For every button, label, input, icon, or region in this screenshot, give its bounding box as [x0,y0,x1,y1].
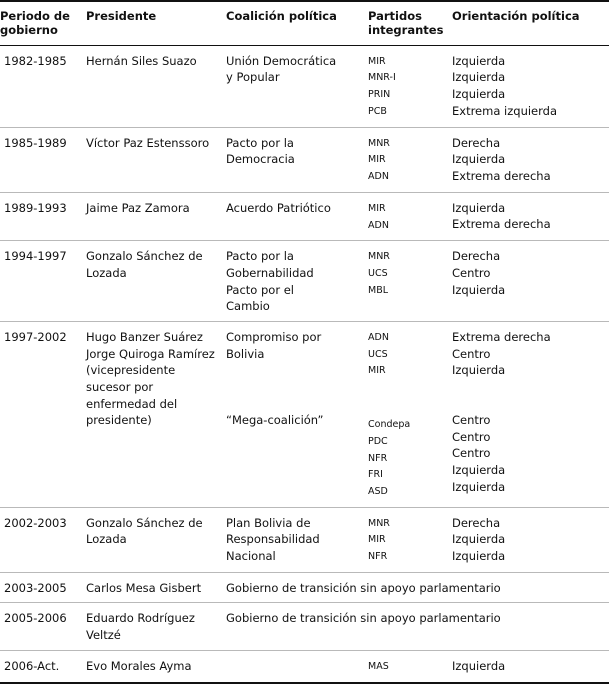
cell-parties [368,192,452,240]
party-line: UCS [368,267,388,279]
party-line: ADN [368,219,389,231]
orientation-line: Izquierda [452,282,506,297]
party-line: ADN [368,171,389,183]
orientation-line: Izquierda [452,532,506,547]
cell-parties [368,127,452,192]
cell-period: 2003-2005 [0,572,86,603]
cell-president: Hugo Banzer Suárez Jorge Quiroga Ramírez (vicepresidente sucesor por enfermedad del presidente) [86,321,226,507]
orientation-line: Extrema derecha [452,329,551,344]
table-body [0,45,609,682]
column-header-period: Periodo de gobierno [0,1,86,45]
party-line: MAS [368,660,389,672]
orientation-line: Derecha [452,135,501,150]
orientation-spacer [452,396,609,413]
column-header-coalition: Coalición política [226,1,368,45]
party-line: MIR [368,365,386,377]
coalition-line: Plan Bolivia de [226,515,311,530]
cell-coalition [226,321,368,507]
cell-coalition [226,45,368,127]
cell-period: 1994-1997 [0,241,86,322]
party-spacer [368,399,448,418]
cell-period: 2002-2003 [0,507,86,572]
coalition-line: Pacto por la [226,135,294,150]
column-header-parties: Partidos integrantes [368,1,452,45]
party-line: MNR [368,137,390,149]
party-line: PRIN [368,89,391,101]
orientation-line: Centro [452,446,491,461]
table-head [0,1,609,45]
cell-coalition [226,650,368,682]
cell-president: Víctor Paz Estenssoro [86,127,226,192]
party-line: MIR [368,55,386,67]
table-row [0,321,609,507]
orientation-line: Centro [452,346,491,361]
coalition-line: y Popular [226,70,280,85]
cell-parties [368,321,452,507]
cell-president: Gonzalo Sánchez de Lozada [86,507,226,572]
coalition-line: Bolivia [226,346,265,361]
party-line: MNR-I [368,72,396,84]
cell-coalition [226,192,368,240]
cell-period: 1989-1993 [0,192,86,240]
cell-orientation [452,507,609,572]
coalition-spacer [226,396,364,413]
orientation-line: Extrema derecha [452,217,551,232]
orientation-line: Derecha [452,515,501,530]
cell-period: 1997-2002 [0,321,86,507]
orientation-line: Izquierda [452,70,506,85]
cell-president: Eduardo Rodríguez Veltzé [86,603,226,650]
cell-president: Evo Morales Ayma [86,650,226,682]
party-line: MBL [368,284,389,296]
cell-period: 1985-1989 [0,127,86,192]
table-row [0,650,609,682]
coalition-line: Acuerdo Patriótico [226,200,331,215]
coalition-line: “Mega-coalición” [226,413,324,428]
cell-coalition [226,507,368,572]
coalition-line: Unión Democrática [226,53,337,68]
cell-parties [368,650,452,682]
table-row [0,127,609,192]
cell-coalition [226,127,368,192]
orientation-line: Izquierda [452,658,506,673]
orientation-line: Izquierda [452,463,506,478]
cell-orientation [452,192,609,240]
cell-transition-note: Gobierno de transición sin apoyo parlamentario [226,572,609,603]
coalition-line: Compromiso por [226,329,322,344]
orientation-line: Centro [452,413,491,428]
cell-president: Jaime Paz Zamora [86,192,226,240]
orientation-line: Derecha [452,249,501,264]
cell-coalition [226,241,368,322]
cell-period: 2006-Act. [0,650,86,682]
orientation-line: Izquierda [452,152,506,167]
party-line: NFR [368,551,388,563]
table-row [0,45,609,127]
cell-parties [368,507,452,572]
cell-parties [368,45,452,127]
party-line: MNR [368,517,390,529]
cell-period: 1982-1985 [0,45,86,127]
orientation-line: Centro [452,265,491,280]
cell-president: Gonzalo Sánchez de Lozada [86,241,226,322]
cell-orientation [452,241,609,322]
coalition-spacer [226,362,364,379]
party-line: ASD [368,485,388,497]
table-row [0,572,609,603]
table-row [0,603,609,650]
cell-parties [368,241,452,322]
party-line: PCB [368,105,387,117]
coalition-line: Nacional [226,549,276,563]
coalition-line: Pacto por la [226,249,294,264]
table-header-row [0,1,609,45]
party-line: FRI [368,469,383,481]
cell-period: 2005-2006 [0,603,86,650]
cell-orientation [452,650,609,682]
cell-president: Hernán Siles Suazo [86,45,226,127]
orientation-line: Izquierda [452,53,506,68]
party-line: MIR [368,534,386,546]
table-row [0,241,609,322]
cell-president: Carlos Mesa Gisbert [86,572,226,603]
party-line: MIR [368,154,386,166]
orientation-line: Extrema izquierda [452,103,557,118]
party-line: NFR [368,452,388,464]
coalition-line: Democracia [226,152,295,167]
coalition-line: Gobernabilidad [226,265,314,280]
party-spacer [368,380,448,399]
orientation-line: Izquierda [452,363,506,378]
column-header-orientation: Orientación política [452,1,609,45]
party-line: MNR [368,251,390,263]
cell-orientation [452,321,609,507]
coalition-line: Cambio [226,299,270,314]
orientation-spacer [452,379,609,396]
party-line: Condepa [368,419,411,431]
party-line: PDC [368,435,388,447]
orientation-line: Izquierda [452,87,506,102]
orientation-line: Centro [452,429,491,444]
party-line: ADN [368,331,389,343]
orientation-line: Extrema derecha [452,168,551,183]
orientation-line: Izquierda [452,200,506,215]
column-header-president: Presidente [86,1,226,45]
cell-orientation [452,127,609,192]
coalition-line: Pacto por el [226,282,294,297]
cell-transition-note: Gobierno de transición sin apoyo parlamentario [226,603,609,650]
coalition-spacer [226,379,364,396]
party-line: UCS [368,348,388,360]
cell-orientation [452,45,609,127]
orientation-line: Izquierda [452,479,506,494]
party-line: MIR [368,202,386,214]
orientation-line: Izquierda [452,549,506,563]
coalition-line: Responsabilidad [226,532,320,547]
table-row [0,192,609,240]
table-row [0,507,609,572]
